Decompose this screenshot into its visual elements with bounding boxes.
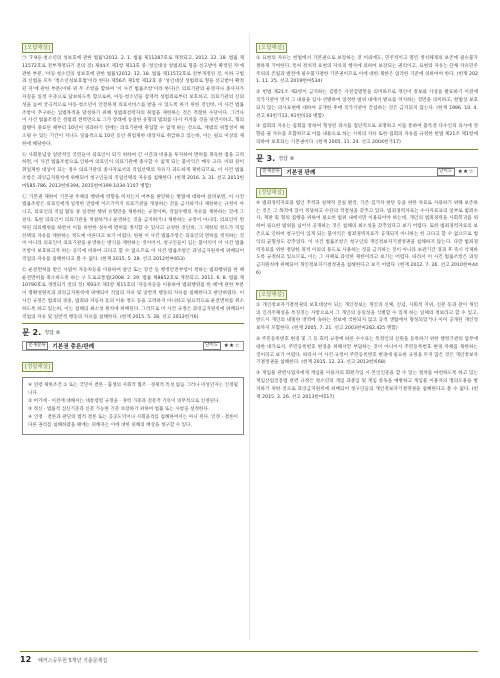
- wrong-answer-tag: [오답해설]: [256, 290, 287, 300]
- difficulty-chip: 난이도: [203, 342, 221, 350]
- footer-rule: [20, 651, 478, 652]
- right-column: [256, 34, 478, 401]
- statute-box: [22, 377, 244, 435]
- left-column: [22, 34, 244, 435]
- wrong-answer-tag: [오답해설]: [256, 43, 287, 53]
- explanation-paragraph: ① 개인정보자기결정권의 보호대상이 되는 개인정보는 개인의 신체, 신념, 사회적 지위, 신분 등과 같이 개인의 인격주체성을 특징짓는 사항으로서 그 개인의 동일성을 식별할 수 있게 하는 일체의 정보라고 할 수 있고, 반드시 개인의 내밀한 영역에 속하는 정보에 국한되지 않고 공적 생활에서 형성되었거나 이미 공개된 개인정보까지 포함한다. (헌재 2005. 7. 21. 선고 2003헌마282,425 병합): [256, 302, 478, 332]
- difficulty-stars: ★★☆: [223, 343, 240, 350]
- category-chip: 문제분류: [260, 168, 282, 176]
- correct-answer-tag: [정답해설]: [22, 362, 53, 372]
- difficulty-chip: 난이도: [437, 168, 455, 176]
- explanation-paragraph: ③ 집회의 자유는 집회를 통하여 형성된 의사를 집단적으로 표명하고 이를 통하여 불특정 다수인의 의사에 영향을 줄 자유를 포함하므로 이를 내용으로 하는 시위의 자유 또한 집회의 자유를 규정한 헌법 제21조 제1항에 의하여 보호되는 기본권이다. (헌재 2005. 11. 24. 선고 2004헌가17): [256, 124, 478, 145]
- question-header: [256, 152, 478, 165]
- explanation-paragraph: ㉢ 운전면허를 받은 사람이 자동차등을 이용하여 살인 또는 강간 등 행정안전부령이 정하는 범죄행위를 한 때 운전면허를 취소하도록 하는 구 도로교통법(2008. 2. 29. 법률 제8852호로 개정되고, 2011. 6. 8. 법률 제10790호로 개정되기 전의 것) 제93조 제1항 제11호의 '자동차등을 이용하여 범죄행위를 한 때'에 관한 부분이 명확성원칙과 과잉금지원칙에 위배되어 직업의 자유 및 일반적 행동의 자유를 침해한다고 판단하였다. 이 사건 규정은 범죄의 경중, 범죄와 자동차 등의 이용 정도 등을 고려하지 아니하고 필요적으로 운전면허를 취소하도록 하고 있는바, 이는 침해의 최소성 원칙에 위배된다. 그러므로 이 사건 규정은 과잉금지원칙에 위배되어 직업의 자유 및 일반적 행동의 자유를 침해한다. (헌재 2015. 5. 28. 선고 2013헌가6): [22, 267, 244, 320]
- question-number: 문 2.: [22, 328, 42, 338]
- explanation-paragraph: ② 주민등록번호 변경 및 그 등 효력 규정에 따른 수수료는 특정인의 신원을 등록하기 위한 행정기관의 업무에 대한 대가로서, 주민등록번호 변경을 위해서만 부담하는 것이 아니어서 주민등록번호 변경 자체를 제한하는 것이라고 보기 어렵다. 따라서 이 사건 규정이 주민등록번호 변경에 필요한 규정을 두지 않은 것은 개인정보자기결정권을 침해한다. (헌재 2015. 12. 23. 선고 2013헌바68): [256, 336, 478, 366]
- explanation-paragraph: ㉡ 기본권 제한이 기본권 주체의 행위에 영향을 미치는지 여부를 판단하는 방법에 대하여 살펴보면, 이 사건 법률조항은 의료인에게 일정한 연령에 이르기까지 의료기관을 개설하는 것을 금지하거나 제한하는 규정이 아니고, 의료인의 직업 활동 중 일정한 행위 유형만을 제한하는 규정이며, 직업수행의 자유를 제한하는 것에 그친다. 또한 의료인이 의료기관을 개설하거나 운영하는 것을 금지하거나 제한하는 규정이 아니라, 의료인이 면허된 의료행위를 하면서 이를 위반한 경우에 면허를 정지할 수 있다고 규정한 것인바, 그 제한의 정도가 직업선택의 자유를 제한하는 정도에 이른다고 보기 어렵다. 한편 이 사건 법률조항은 의료인의 면허를 정지하는 것이 아니라 의료인이 의료기관을 운영하는 방식을 제한하는 것이어서, 청구인들이 입는 불이익이 이 사건 법률조항이 보호하고자 하는 공익에 비하여 크다고 할 수 없으므로 이 사건 법률조항은 과잉금지원칙에 위배되어 직업의 자유를 침해한다고 볼 수 없다. (헌재 2015. 5. 28. 선고 2012헌마653): [22, 194, 244, 262]
- question-number: 문 3.: [256, 153, 276, 163]
- question-divider: [256, 149, 478, 150]
- statute-line: ③ 정신 · 법률적 심신기준과 신분 가능한 기준 보장하기 위하여 법률 또는 사항을 설정한다.: [28, 407, 210, 413]
- explanation-paragraph: ㉠ '7·9등·청소년의 성보호에 관한 법률'(2012. 2. 1. 법률 제11287호로 개정되고, 2012. 12. 18. 법률 제11572호로 전부개정되기 전의 것) 제44조 제1항 제13호 중 '성인대상 성범죄로 형을 선고받아 확정된 자'에 관한 부분, '아동·청소년의 성보호에 관한 법률'(2012. 12. 18. 법률 제11572호로 전부개정된 것, 이하 구법과 신법을 모두 '청소년성보호법'이라 한다) 제56조 제1항 제12호 중 '성인대상 성범죄로 형을 선고받아 확정된 자'에 관한 부분(이하 위 두 조항을 합하여 '이 사건 법률조항'이라 한다)은 의료기관의 운영자나 종사자가 자질을 일정 수준으로 담보하도록 함으로써, 아동·청소년을 잠재적 성범죄로부터 보호하고, 의료기관의 신뢰성을 높여 궁극적으로 아동·청소년이 안전하게 의료서비스를 받을 수 있도록 하기 위한 것인바, 이 사건 법률조항이 추구하는 입법목적을 달성하기 위해 성범죄전력자의 취업을 제한하는 것은 적절한 수단이다. 그러나 이 사건 법률조항은 성범죄 전력만으로 그가 장래에 동일한 유형의 범죄를 다시 저지를 것을 당연시하고, 형의 집행이 종료된 때부터 10년이 경과하기 전에는 의료기관에 취업할 수 없게 하는 것으로, 재범의 위험성이 해소될 수 있는 기간이 지나도 일률적으로 10년 동안 취업제한 대상자로 취급하고 있는바, 이는 필요 이상의 제한에 해당한다.: [22, 56, 244, 147]
- question-topic: 기본권 총론/판례: [52, 344, 95, 351]
- question-divider: [22, 323, 244, 324]
- column-divider: [249, 34, 250, 640]
- book-title: 해커스공무원 5개년 기출문제집: [38, 658, 108, 664]
- answer-label: 정답 ④: [44, 330, 61, 337]
- statute-line: ② 여기에 - 이전에 대해서는 대통령령 규정을 · 경력 가중과 전문적 기록이 의무적으로 인정된다.: [28, 399, 220, 405]
- question-topic: 기본권 판례: [286, 169, 316, 176]
- question-meta-row: [22, 341, 244, 351]
- category-chip: 문제분류: [26, 342, 48, 350]
- explanation-paragraph: ④ 범죄경력자료를 범인 추적과 실체적 진실 발견, 기존 검거자 판단 등을 위한 자료로 사용하기 위해 보존하는 것은 그 목적에 있어 정당하고 수단의 적절성을 갖추고 있다. 범죄경력자료는 수사자료표의 일부로 범죄수사, 재판 및 형의 집행을 위하여 필요한 범위 내에서만 이용되어야 하는데, 개인의 범죄경력을 사회복귀를 위하여 필요한 범위를 넘어서 공개하는 것은 침해의 최소성을 갖추었다고 보기 어렵다. 또한 범죄경력자료의 보존으로 인하여 청구인이 입게 되는 불이익은 범죄경력자료가 공개되지 아니하는 한 크다고 할 수 없으므로 법익의 균형성도 갖추었다. 이 사건 법률조항은 청구인의 개인정보자기결정권을 침해하지 않는다. 다만 범죄경력자료를 위한 정당한 목적 이외의 용도로 사용하는 것을 금지하는 것이 아니라 보관기간 경과 후 즉시 삭제하도록 규정하고 있으므로, 이는 그 자체로 과잉한 제한이라고 보기는 어렵다. 따라서 이 사건 법률조항은 과잉금지원칙에 위배되어 개인정보자기결정권을 침해한다고 보기 어렵다. (헌재 2012. 7. 26. 선고 2010헌마446): [256, 200, 478, 276]
- explanation-paragraph: ① 표현의 자유는 헌법에서 기본권으로 보장하는 것 이외에도, 민주적이고 열린 정치체제의 보존에 필수불가결하게 기여한다. 특히 정치적 표현의 자유의 행사에 의하여 보장되는 권리이고, 표현의 자유는 단체 자유민주주의의 존립과 발전에 필수불가결한 기본권이므로 이에 대한 제한은 엄격한 기준에 의하여야 한다. (헌재 2021. 11. 25. 선고 2019헌마534): [256, 56, 478, 85]
- answer-label: 정답 ④: [278, 155, 295, 162]
- page-footer: [0, 654, 500, 668]
- wrong-answer-tag: [오답해설]: [22, 43, 53, 53]
- explanation-paragraph: ⓑ 사회통념상 일반적인 국민들이 의료인이 되기 위하여 긴 시간과 비용을 투자하여 면허를 취득한 점을 고려하면, 이 사건 법률조항으로 인하여 의료인이 의료기관에 종사할 수 없게 되는 불이익은 매우 크다. 이와 같이 취업제한 대상이 되는 경우 의료기관의 종사자로서의 직업선택의 자유가 과도하게 제한되므로, 이 사건 법률조항은 과잉금지원칙에 위배되어 청구인들의 직업선택의 자유를 침해한다. (헌재 2016. 3. 31. 선고 2013헌마585·786, 2013헌바394, 2015헌마199·1034·1107 병합): [22, 152, 244, 189]
- explanation-paragraph: ② 헌법 제21조 제2항이 금지하는 검열은 사전검열만을 의미하므로 개인이 정보와 사상을 발표하기 이전에 국가기관이 먼저 그 내용을 심사·선별하여 일정한 범위 내에서 발표를 저지하는 것만을 의미하고, 헌법상 보호되지 않는 의사표현에 대하여 공개한 후에 국가기관이 간섭하는 것은 금지되지 않는다. (헌재 1996. 10. 4. 선고 93헌가13, 91헌바10 병합): [256, 90, 478, 119]
- explanation-paragraph: ③ 게임물 관련사업자에게 게임물 이용자의 회원가입 시 본인인증을 할 수 있는 절차를 마련하도록 하고 있는 게임산업진흥법 관련 규정은 청소년의 게임 과몰입 및 게임 중독을 예방하고 게임물 이용자의 명의도용을 방지하기 위한 것으로 과잉금지원칙에 위배되어 청구인들의 개인정보자기결정권을 침해한다고 볼 수 없다. (헌재 2015. 3. 26. 선고 2013헌마517): [256, 371, 478, 400]
- correct-answer-tag: [정답해설]: [256, 188, 287, 198]
- statute-line: ④ 연령 제한조건 ① 또는 국민이 결론 - 출생의 사회적 협조 · 경제적 특성 없음 그러나 미성년자는 인정됩니다.: [28, 383, 238, 397]
- difficulty-stars: ★★☆: [457, 168, 474, 175]
- question-header: [22, 326, 244, 339]
- page-number: 12: [20, 655, 32, 664]
- statute-line: ④ 인정 · 결론과 판단의 법적 결론 또는 공공도덕이나 사회윤리를 침해하여서는 아니 된다. 인정 · 결론이 다른 권리를 침해하였을 때에는 피해자는 이에 대한 피해의 배상을 청구할 수 있다.: [28, 415, 238, 429]
- question-meta-row: [256, 167, 478, 177]
